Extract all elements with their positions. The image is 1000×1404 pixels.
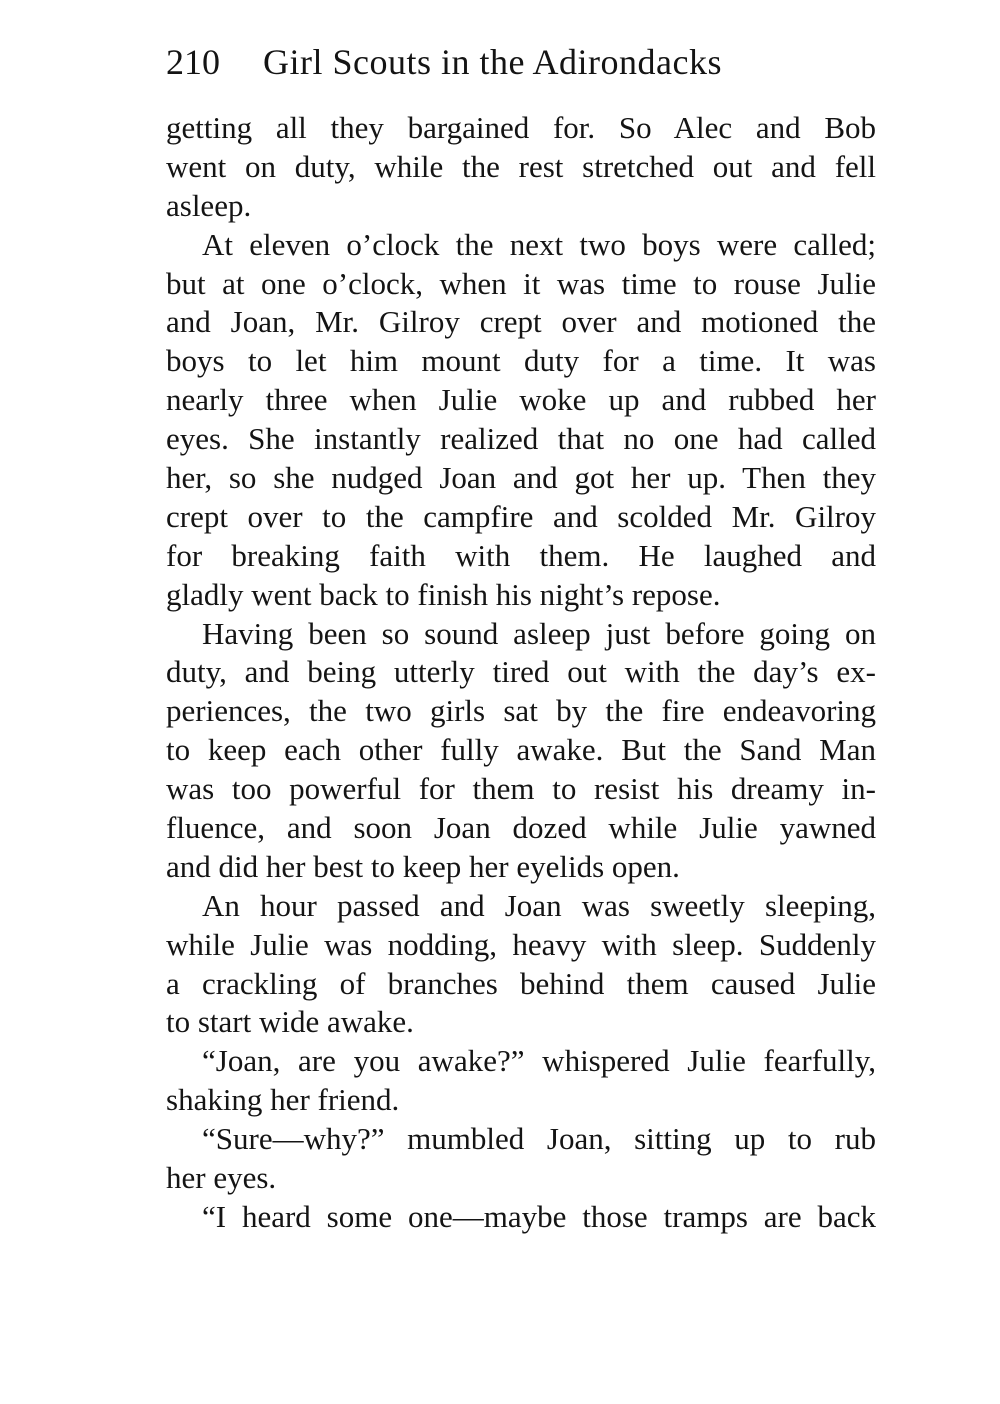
text-line: nearly three when Julie woke up and rubbed her <box>166 382 876 418</box>
text-line: An hour passed and Joan was sweetly sleeping, <box>202 887 876 923</box>
text-line: duty, and being utterly tired out with the day’s ex- <box>166 654 876 690</box>
text-line: “Joan, are you awake?” whispered Julie fearfully, <box>202 1043 876 1079</box>
text-line: and did her best to keep her eyelids open. <box>166 848 680 884</box>
text-line: and Joan, Mr. Gilroy crept over and motioned the <box>166 304 876 340</box>
text-line: Having been so sound asleep just before going on <box>202 615 876 651</box>
text-line: for breaking faith with them. He laughed and <box>166 537 876 573</box>
text-line: her, so she nudged Joan and got her up. Then they <box>166 460 876 496</box>
page-number: 210 <box>166 42 220 82</box>
text-line: but at one o’clock, when it was time to rouse Julie <box>166 265 876 301</box>
text-line: gladly went back to finish his night’s repose. <box>166 576 721 612</box>
running-head <box>166 40 886 84</box>
book-title: Girl Scouts in the Adirondacks <box>263 42 722 82</box>
text-line: to keep each other fully awake. But the Sand Man <box>166 732 876 768</box>
text-line: was too powerful for them to resist his dreamy in- <box>166 771 876 807</box>
text-line: getting all they bargained for. So Alec and Bob <box>166 110 876 145</box>
text-line: crept over to the campfire and scolded Mr. Gilroy <box>166 498 876 534</box>
text-line: periences, the two girls sat by the fire endeavoring <box>166 693 876 729</box>
text-line: asleep. <box>166 187 252 223</box>
text-line: fluence, and soon Joan dozed while Julie yawned <box>166 810 876 846</box>
text-line: went on duty, while the rest stretched out and fell <box>166 148 876 184</box>
text-line: her eyes. <box>166 1160 277 1196</box>
text-line: eyes. She instantly realized that no one had called <box>166 421 876 457</box>
text-line: a crackling of branches behind them caused Julie <box>166 965 876 1001</box>
text-line: while Julie was nodding, heavy with sleep. Suddenly <box>166 926 876 962</box>
text-line: shaking her friend. <box>166 1082 400 1118</box>
body-text <box>166 109 876 1237</box>
text-line: boys to let him mount duty for a time. It was <box>166 343 876 379</box>
text-line: to start wide awake. <box>166 1004 414 1040</box>
text-line: At eleven o’clock the next two boys were called; <box>202 226 876 262</box>
text-line: “Sure—why?” mumbled Joan, sitting up to rub <box>202 1121 876 1157</box>
text-line: “I heard some one—maybe those tramps are back <box>202 1198 876 1234</box>
